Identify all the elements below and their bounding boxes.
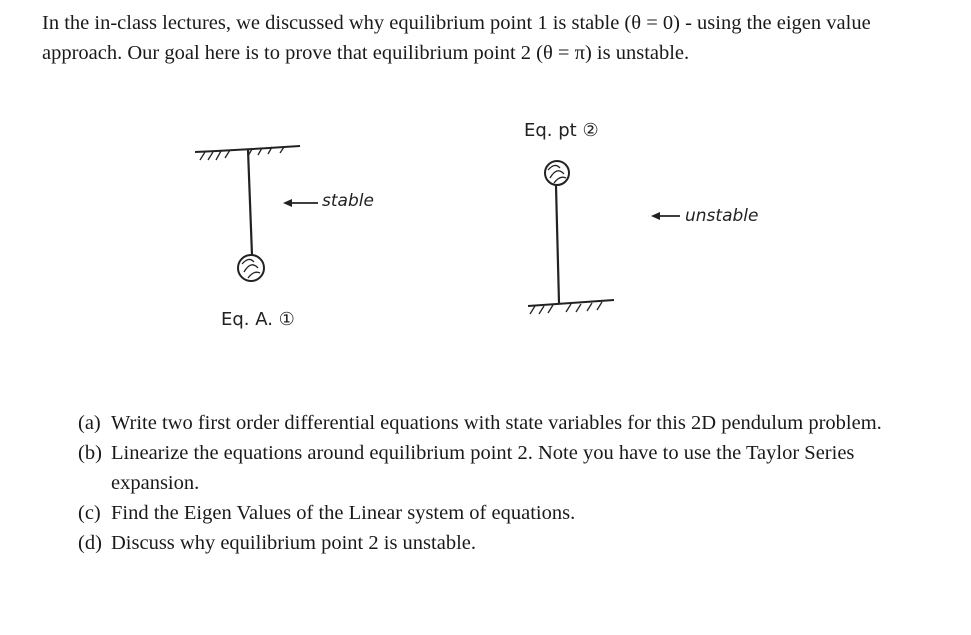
question-item xyxy=(78,408,938,438)
question-text: Find the Eigen Values of the Linear system of equations. xyxy=(111,502,576,524)
intro-paragraph: In the in-class lectures, we discussed why equilibrium point 1 is stable (θ = 0) - using the eigen value approach. Our goal here is to prove that equilibrium point 2 (θ = π) is unstable. xyxy=(42,12,871,64)
question-item xyxy=(78,438,938,498)
unstable-arrow xyxy=(651,212,680,220)
stable-note: stable xyxy=(322,191,374,211)
question-item xyxy=(78,498,938,528)
pendulum-figure xyxy=(0,100,971,400)
eq1-label: Eq. A. ① xyxy=(221,309,295,330)
unstable-note: unstable xyxy=(685,206,759,226)
question-label: (d) xyxy=(78,532,102,554)
question-label: (c) xyxy=(78,502,101,524)
question-text: Discuss why equilibrium point 2 is unstable. xyxy=(111,532,476,554)
pendulum-stable-drawing xyxy=(195,146,300,281)
question-text: Linearize the equations around equilibrium point 2. Note you have to use the Taylor Series expansion. xyxy=(111,442,855,494)
question-text: Write two first order differential equations with state variables for this 2D pendulum problem. xyxy=(111,412,882,434)
eq2-label: Eq. pt ② xyxy=(524,120,599,141)
pendulum-unstable-drawing xyxy=(528,161,614,314)
question-label: (a) xyxy=(78,412,101,434)
question-item xyxy=(78,528,938,558)
stable-arrow xyxy=(283,199,318,207)
question-label: (b) xyxy=(78,442,102,464)
question-list xyxy=(78,408,938,558)
